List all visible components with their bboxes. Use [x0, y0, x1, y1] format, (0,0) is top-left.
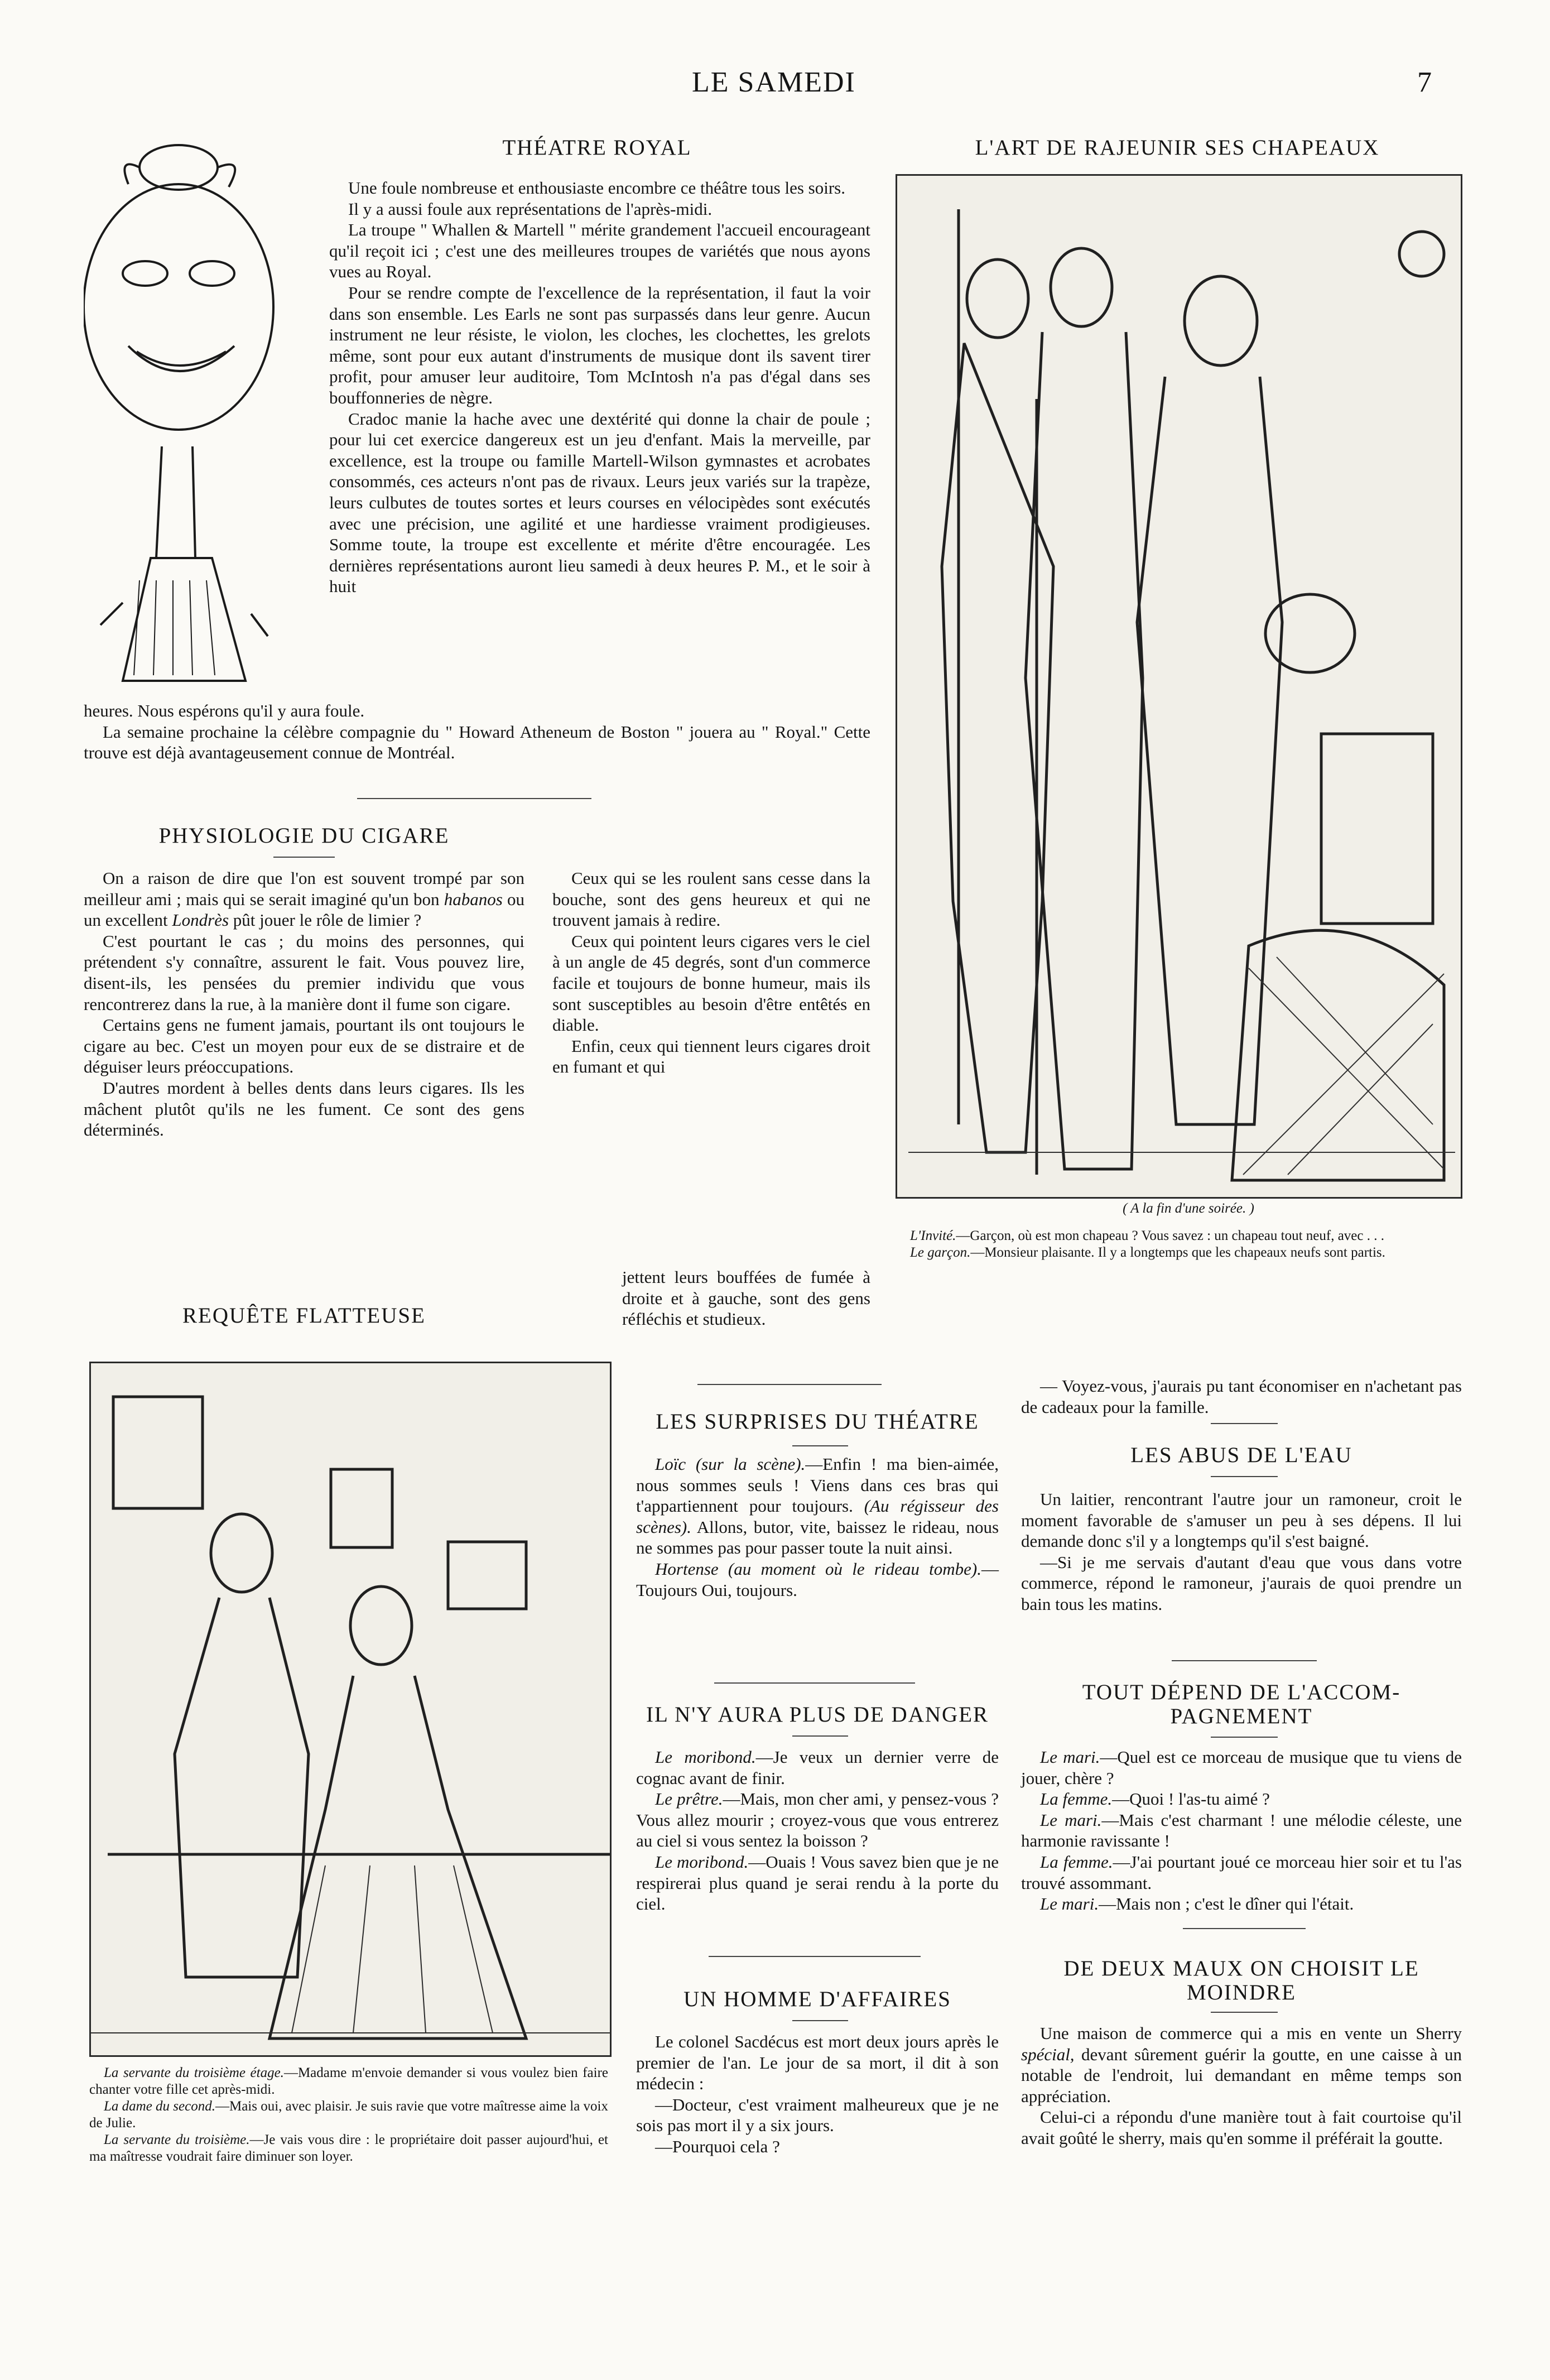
- chapeaux-title: L'ART DE RAJEUNIR SES CHAPEAUX: [975, 136, 1380, 160]
- cigare-p7a: Enfin, ceux qui tiennent leurs cigares droit en fumant et qui: [552, 1036, 870, 1077]
- page-number: 7: [1417, 66, 1433, 98]
- danger-body: [636, 1747, 999, 1915]
- cigare-col2-end: [622, 1267, 870, 1330]
- divider: [792, 2020, 848, 2021]
- danger-title: IL N'Y AURA PLUS DE DANGER: [646, 1703, 989, 1727]
- divider: [357, 798, 591, 799]
- abus-title: LES ABUS DE L'EAU: [1130, 1443, 1352, 1467]
- divider: [714, 1682, 915, 1684]
- danger-p3-who: Le moribond.: [655, 1852, 749, 1872]
- surprises-title: LES SURPRISES DU THÉATRE: [656, 1410, 979, 1434]
- theatre-p6: La semaine prochaine la célèbre compagnie du " Howard Atheneum de Boston " jouera au " Royal." Cette trouve est déjà avantageusement connue de Montréal.: [84, 722, 870, 763]
- chapeaux-subtitle: ( A la fin d'une soirée. ): [1123, 1201, 1254, 1216]
- danger-p1-who: Le moribond.: [655, 1747, 756, 1767]
- requete-l1-who: La servante du troisième étage.: [104, 2065, 284, 2080]
- theatre-royal-body-end: [84, 700, 870, 763]
- affaires-title: UN HOMME D'AFFAIRES: [683, 1987, 951, 2011]
- depend-l3: —Mais c'est charmant ! une mélodie céleste, une harmonie ravissante !: [1021, 1810, 1462, 1851]
- cigare-col1: [84, 868, 524, 1141]
- maux-p1-special: spécial,: [1021, 2044, 1075, 2064]
- chapeaux-illustration: [896, 174, 1462, 1199]
- cigare-p1-m: ou un excellent: [84, 889, 525, 930]
- depend-l2: —Quoi ! l'as-tu aimé ?: [1112, 1789, 1270, 1809]
- requete-illustration: [89, 1362, 612, 2057]
- cigare-p2: C'est pourtant le cas ; du moins des personnes, qui prétendent s'y connaître, assurent le fait. Vous pouvez lire, disent-ils, les pensées du premier individu que vous rencontrerez dans la rue, à la manière dont il fume son cigare.: [84, 931, 524, 1014]
- chapeaux-l1: —Garçon, où est mon chapeau ? Vous savez : un chapeau tout neuf, avec . . .: [956, 1228, 1384, 1243]
- maux-title-1: DE DEUX MAUX ON CHOISIT LE: [1063, 1956, 1419, 1980]
- depend-l1: —Quel est ce morceau de musique que tu viens de jouer, chère ?: [1021, 1747, 1462, 1788]
- divider: [1211, 1423, 1278, 1424]
- danger-p1: —Je veux un dernier verre de cognac avant de finir.: [636, 1747, 999, 1788]
- divider: [1183, 1928, 1306, 1929]
- theatre-p4: Pour se rendre compte de l'excellence de la représentation, il faut la voir dans son ensemble. Les Earls ne sont pas surpassés dans leur genre. Aucun instrument ne leur résiste, le violon, les cloches, les clochettes, les grelots même, sont pour eux autant d'instruments de musique dont ils savent tirer profit, pour amuser leur auditoire, Tom McIntosh n'a pas d'égal dans ses bouffonneries de nègre.: [329, 282, 870, 407]
- requete-caption: [89, 2065, 608, 2165]
- page-header-title: LE SAMEDI: [692, 66, 856, 98]
- chapeaux-l2: —Monsieur plaisante. Il y a longtemps que les chapeaux neufs sont partis.: [970, 1245, 1385, 1260]
- maux-title-2: MOINDRE: [1187, 1980, 1296, 2004]
- maux-body: [1021, 2023, 1462, 2149]
- affaires-body: [636, 2031, 999, 2157]
- depend-l4: —J'ai pourtant joué ce morceau hier soir et tu l'as trouvé assommant.: [1021, 1852, 1462, 1893]
- divider: [1172, 1660, 1317, 1661]
- surprises-p1-who: Loïc (sur la scène).: [655, 1454, 806, 1474]
- theatre-royal-title: THÉATRE ROYAL: [502, 136, 692, 160]
- cigare-p1-habanos: habanos: [444, 889, 503, 909]
- maux-p1-b: devant sûrement guérir la goutte, en une caisse à un notable de l'endroit, lui demandant en même temps son appréciation.: [1021, 2044, 1462, 2106]
- divider: [1211, 1737, 1278, 1738]
- famille-p1: — Voyez-vous, j'aurais pu tant économiser en n'achetant pas de cadeaux pour la famille.: [1021, 1376, 1462, 1417]
- theatre-p5b: heures. Nous espérons qu'il y aura foule.: [84, 701, 365, 720]
- theatre-p3: La troupe " Whallen & Martell " mérite grandement l'accueil encourageant qu'il reçoit ici ; c'est une des meilleures troupes de variétés que nous ayons vues au Royal.: [329, 220, 870, 282]
- requete-l3-who: La servante du troisième.: [104, 2132, 250, 2147]
- divider: [792, 1735, 848, 1737]
- affaires-p3: —Pourquoi cela ?: [655, 2136, 780, 2156]
- cigare-p6: Ceux qui pointent leurs cigares vers le ciel à un angle de 45 degrés, sont d'un commerce facile et toujours de bonne humeur, mais ils sont susceptibles au besoin d'être entêtés en diable.: [552, 931, 870, 1035]
- depend-l3-who: Le mari.: [1040, 1810, 1102, 1830]
- theatre-p1: Une foule nombreuse et enthousiaste encombre ce théâtre tous les soirs.: [348, 178, 845, 198]
- cigare-p1: [84, 868, 524, 931]
- requete-title: REQUÊTE FLATTEUSE: [182, 1304, 426, 1328]
- requete-l3: —Je vais vous dire : le propriétaire doit passer aujourd'hui, et ma maîtresse voudrait faire diminuer son loyer.: [89, 2132, 608, 2164]
- surprises-p2-who: Hortense (au moment où le rideau tombe).: [655, 1559, 981, 1579]
- theatre-royal-body: [329, 177, 870, 597]
- depend-l5-who: Le mari.: [1040, 1894, 1099, 1914]
- divider: [1211, 2012, 1278, 2013]
- depend-title-2: PAGNEMENT: [1170, 1704, 1313, 1728]
- divider: [1211, 1476, 1278, 1477]
- cigare-p3: Certains gens ne fument jamais, pourtant ils ont toujours le cigare au bec. C'est un moyen pour eux de se distraire et de déguiser leurs préoccupations.: [84, 1015, 524, 1077]
- theatre-p5: Cradoc manie la hache avec une dextérité qui donne la chair de poule ; pour lui cet exercice dangereux est un jeu d'enfant. Mais la merveille, par excellence, est la troupe ou famille Martell-Wilson gymnastes et acrobates consommés, ces acteurs n'ont pas de rivaux. Leurs jeux variés sur la trapèze, leurs culbutes de toutes sortes et leurs courses en vélocipèdes sont exécutés avec une précision, une agilité et une hardiesse vraiment prodigieuses. Somme toute, la troupe est excellente et mérite d'être encouragée. Les dernières représentations auront lieu samedi à deux heures P. M., et le soir à huit: [329, 408, 870, 597]
- surprises-p1-end: Allons, butor, vite, baissez le rideau, nous ne sommes pas pour passer toute la nuit ainsi.: [636, 1517, 999, 1558]
- cigare-title: PHYSIOLOGIE DU CIGARE: [158, 824, 450, 848]
- affaires-p2: —Docteur, c'est vraiment malheureux que je ne sois pas mort il y a six jours.: [636, 2094, 999, 2136]
- maux-p1-a: Une maison de commerce qui a mis en vente un Sherry: [1040, 2023, 1462, 2043]
- surprises-p2: —Toujours Oui, toujours.: [636, 1559, 999, 1600]
- divider: [273, 857, 335, 858]
- maux-p2: Celui-ci a répondu d'une manière tout à fait courtoise qu'il avait goûté le sherry, mais qu'en somme il préférait la goutte.: [1021, 2107, 1462, 2148]
- chapeaux-l1-who: L'Invité.: [910, 1228, 956, 1243]
- abus-p1: Un laitier, rencontrant l'autre jour un ramoneur, croit le moment favorable de s'amuser un peu à ses dépens. Il lui demande donc s'il y a longtemps qu'il s'est baigné.: [1021, 1489, 1462, 1551]
- depend-l4-who: La femme.: [1040, 1852, 1113, 1872]
- surprises-p1: —Enfin ! ma bien-aimée, nous sommes seuls ! Viens dans ces bras qui t'appartiennent pour toujours.: [636, 1454, 999, 1516]
- danger-p2-who: Le prêtre.: [655, 1789, 723, 1809]
- cigare-p5: Ceux qui se les roulent sans cesse dans la bouche, sont des gens heureux et qui ne trouvent jamais à redire.: [552, 868, 870, 930]
- cigare-p1-e: pût jouer le rôle de limier ?: [233, 910, 422, 930]
- chapeaux-l2-who: Le garçon.: [910, 1245, 971, 1260]
- surprises-body: [636, 1454, 999, 1600]
- divider: [709, 1956, 921, 1957]
- cigare-p4: D'autres mordent à belles dents dans leurs cigares. Ils les mâchent plutôt qu'ils ne les fument. Ce sont des gens déterminés.: [84, 1078, 524, 1140]
- requete-l2: —Mais oui, avec plaisir. Je suis ravie que votre maîtresse aime la voix de Julie.: [89, 2099, 608, 2131]
- abus-p2: —Si je me servais d'autant d'eau que vous dans votre commerce, répond le ramoneur, j'aurais de quoi prendre un bain tous les matins.: [1021, 1552, 1462, 1614]
- cigare-p1-a: On a raison de dire que l'on est souvent trompé par son meilleur ami ; mais qui se serait imaginé qu'un bon: [84, 868, 524, 909]
- depend-l2-who: La femme.: [1040, 1789, 1113, 1809]
- depend-l5: —Mais non ; c'est le dîner qui l'était.: [1099, 1894, 1354, 1914]
- requete-l1: —Madame m'envoie demander si vous voulez bien faire chanter votre fille cet après-midi.: [89, 2065, 608, 2097]
- divider: [792, 1445, 848, 1446]
- chapeaux-caption: [896, 1228, 1453, 1261]
- requete-l2-who: La dame du second.: [104, 2099, 215, 2114]
- depend-l1-who: Le mari.: [1040, 1747, 1100, 1767]
- depend-title-1: TOUT DÉPEND DE L'ACCOM-: [1082, 1680, 1401, 1704]
- surprises-p1-aside: (Au régisseur des scènes).: [636, 1496, 999, 1537]
- theatre-p2: Il y a aussi foule aux représentations de l'après-midi.: [348, 199, 713, 219]
- divider: [697, 1384, 882, 1385]
- cigare-col2: [552, 868, 870, 1078]
- affaires-p1: Le colonel Sacdécus est mort deux jours après le premier de l'an. Le jour de sa mort, il dit à son médecin :: [636, 2032, 999, 2094]
- depend-body: [1021, 1747, 1462, 1915]
- danger-p3: —Ouais ! Vous savez bien que je ne respirerai plus quand je serai rendu à la porte du ciel.: [636, 1852, 999, 1914]
- caricature-illustration: [84, 134, 318, 686]
- cigare-p7b: jettent leurs bouffées de fumée à droite et à gauche, sont des gens réfléchis et studieux.: [622, 1267, 870, 1329]
- cigare-p1-londres: Londrès: [172, 910, 229, 930]
- danger-p2: —Mais, mon cher ami, y pensez-vous ? Vous allez mourir ; croyez-vous que vous entrerez au ciel si vous sentez la boisson ?: [636, 1789, 999, 1851]
- famille-body: [1021, 1376, 1462, 1417]
- abus-body: [1021, 1489, 1462, 1615]
